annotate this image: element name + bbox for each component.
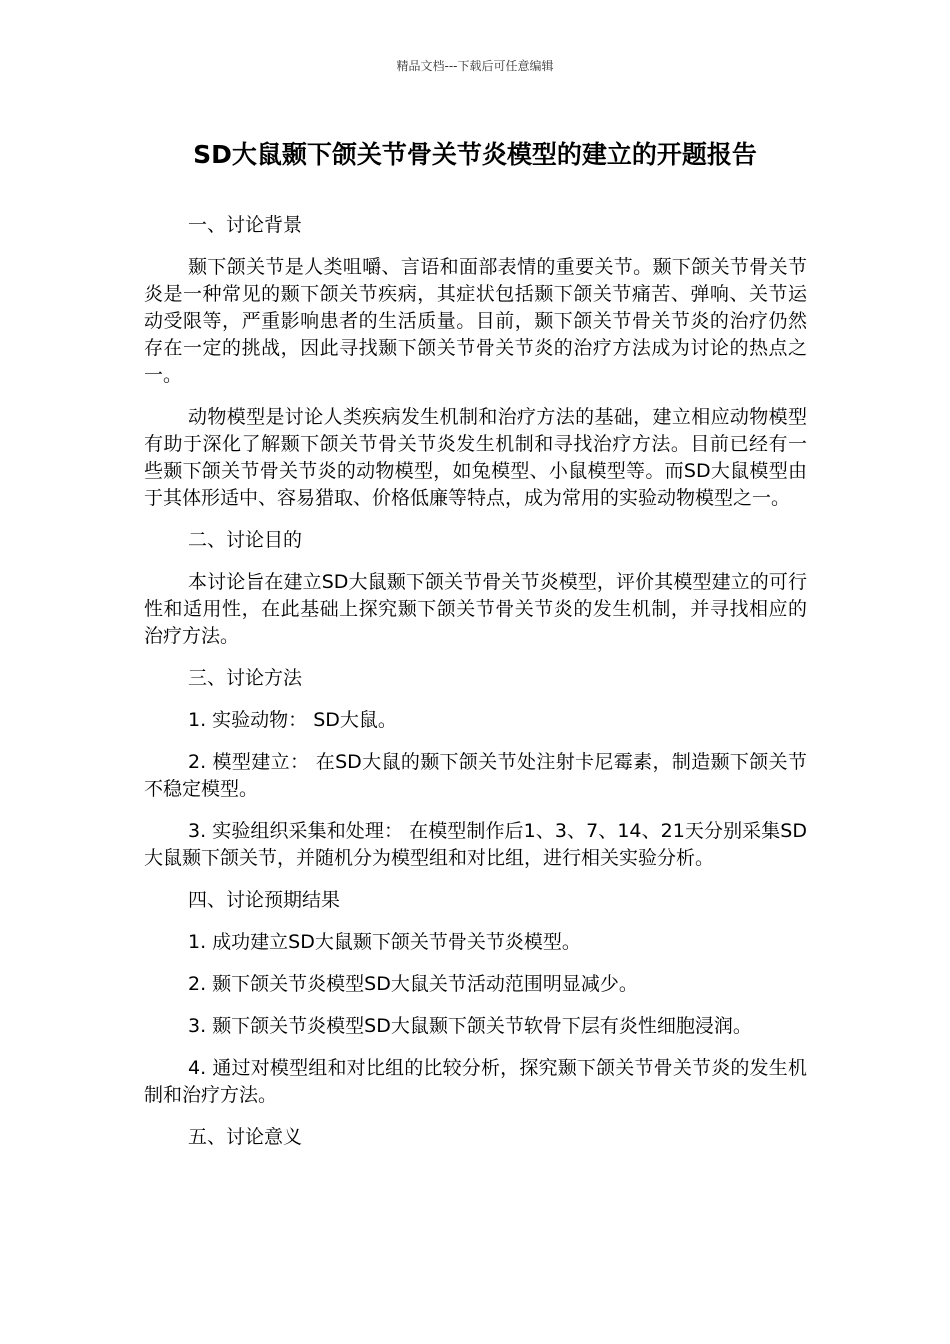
expected-item-4: 4. 通过对模型组和对比组的比较分析，探究颞下颌关节骨关节炎的发生机制和治疗方法。	[144, 1057, 807, 1106]
section-heading-background: 一、讨论背景	[188, 214, 303, 236]
section-heading-purpose: 二、讨论目的	[188, 529, 303, 551]
section-heading-significance: 五、讨论意义	[188, 1126, 303, 1148]
section-heading-methods: 三、讨论方法	[188, 667, 303, 689]
expected-item-3: 3. 颞下颌关节炎模型SD大鼠颞下颌关节软骨下层有炎性细胞浸润。	[188, 1015, 752, 1037]
expected-item-1: 1. 成功建立SD大鼠颞下颌关节骨关节炎模型。	[188, 931, 581, 953]
background-paragraph-1: 颞下颌关节是人类咀嚼、言语和面部表情的重要关节。颞下颌关节骨关节炎是一种常见的颞下颌关节疾病，其症状包括颞下颌关节痛苦、弹响、关节运动受限等，严重影响患者的生活质量。目前，颞下颌关节骨关节炎的治疗仍然存在一定的挑战，因此寻找颞下颌关节骨关节炎的治疗方法成为讨论的热点之一。	[144, 256, 807, 386]
expected-item-2: 2. 颞下颌关节炎模型SD大鼠关节活动范围明显减少。	[188, 973, 638, 995]
background-paragraph-2: 动物模型是讨论人类疾病发生机制和治疗方法的基础，建立相应动物模型有助于深化了解颞下颌关节骨关节炎发生机制和寻找治疗方法。目前已经有一些颞下颌关节骨关节炎的动物模型，如兔模型、小鼠模型等。而SD大鼠模型由于其体形适中、容易猎取、价格低廉等特点，成为常用的实验动物模型之一。	[144, 406, 807, 509]
methods-item-2: 2. 模型建立： 在SD大鼠的颞下颌关节处注射卡尼霉素，制造颞下颌关节不稳定模型。	[144, 751, 807, 800]
methods-item-3: 3. 实验组织采集和处理： 在模型制作后1、3、7、14、21天分别采集SD大鼠颞下颌关节，并随机分为模型组和对比组，进行相关实验分析。	[144, 820, 807, 869]
page-header: 精品文档---下载后可任意编辑	[396, 59, 554, 73]
document-title: SD大鼠颞下颌关节骨关节炎模型的建立的开题报告	[193, 140, 757, 169]
methods-item-1: 1. 实验动物： SD大鼠。	[188, 709, 397, 731]
document-body	[144, 212, 807, 1166]
purpose-paragraph: 本讨论旨在建立SD大鼠颞下颌关节骨关节炎模型，评价其模型建立的可行性和适用性，在此基础上探究颞下颌关节骨关节炎的发生机制，并寻找相应的治疗方法。	[144, 571, 807, 647]
section-heading-expected-results: 四、讨论预期结果	[188, 889, 341, 911]
